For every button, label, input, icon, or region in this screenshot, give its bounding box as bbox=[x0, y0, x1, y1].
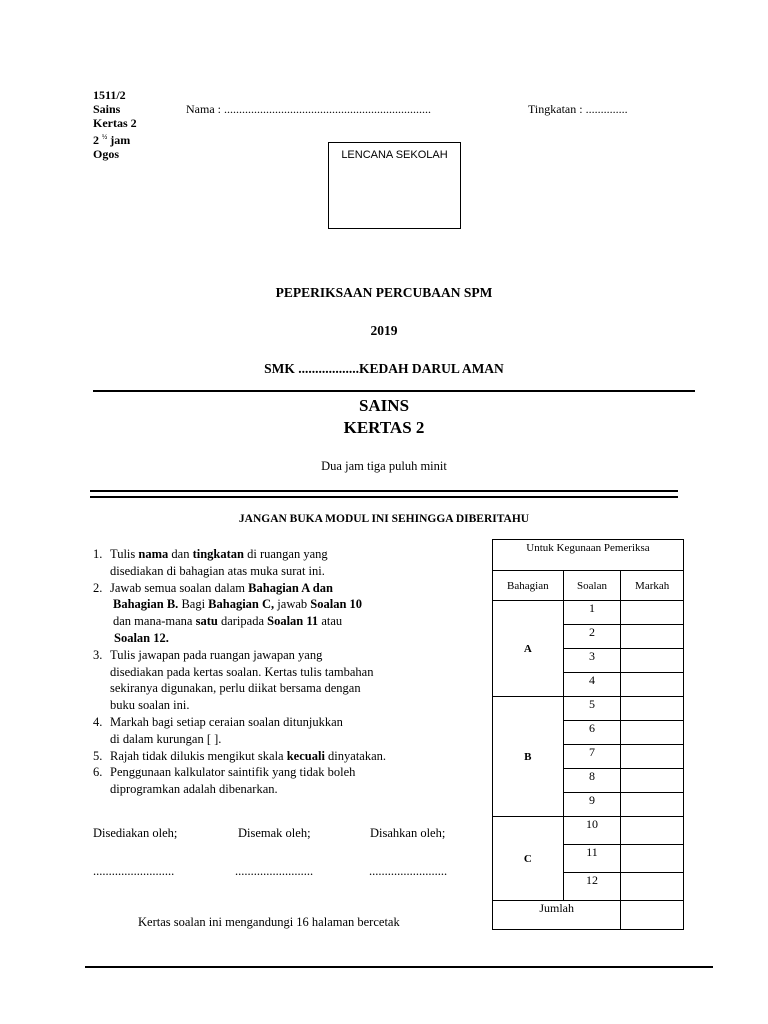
exam-title: PEPERIKSAAN PERCUBAAN SPM bbox=[275, 285, 493, 300]
question-cell: 7 bbox=[563, 745, 621, 769]
instruction-item: 2. Jawab semua soalan dalam Bahagian A dan bbox=[93, 580, 333, 595]
marks-cell[interactable] bbox=[621, 845, 684, 873]
marks-cell[interactable] bbox=[621, 793, 684, 817]
subject-name: Sains bbox=[93, 102, 121, 116]
col-header-marks: Markah bbox=[621, 571, 684, 601]
paper-duration: 2 $^{\frac{1}{2}}$ jam bbox=[93, 133, 131, 147]
total-marks-cell[interactable] bbox=[621, 901, 684, 930]
paper-title: KERTAS 2 bbox=[343, 418, 425, 437]
paper-metadata bbox=[93, 88, 137, 161]
marks-cell[interactable] bbox=[621, 817, 684, 845]
marks-cell[interactable] bbox=[621, 625, 684, 649]
exam-month: Ogos bbox=[93, 147, 120, 161]
question-cell: 2 bbox=[563, 625, 621, 649]
marks-cell[interactable] bbox=[621, 697, 684, 721]
col-header-section: Bahagian bbox=[493, 571, 564, 601]
double-divider bbox=[90, 490, 678, 498]
question-cell: 10 bbox=[563, 817, 621, 845]
question-cell: 9 bbox=[563, 793, 621, 817]
marks-cell[interactable] bbox=[621, 721, 684, 745]
instruction-item: 3. Tulis jawapan pada ruangan jawapan yang bbox=[93, 647, 323, 662]
duration-text: Dua jam tiga puluh minit bbox=[321, 459, 447, 473]
question-cell: 3 bbox=[563, 649, 621, 673]
instruction-item: 1. Tulis nama dan tingkatan di ruangan yang bbox=[93, 547, 328, 561]
instruction-item: 5. Rajah tidak dilukis mengikut skala kecuali dinyatakan. bbox=[93, 748, 387, 763]
prepared-by-signature-line[interactable]: .......................... bbox=[93, 864, 175, 878]
page-count-note: Kertas soalan ini mengandungi 16 halaman bercetak bbox=[138, 915, 400, 929]
bottom-divider bbox=[85, 966, 713, 968]
approved-by-label: Disahkan oleh; bbox=[370, 826, 446, 840]
marks-cell[interactable] bbox=[621, 601, 684, 625]
question-cell: 11 bbox=[563, 845, 621, 873]
question-cell: 5 bbox=[563, 697, 621, 721]
examiner-marks-table bbox=[492, 539, 684, 930]
paper-number: Kertas 2 bbox=[93, 116, 137, 130]
school-badge-box bbox=[328, 142, 461, 229]
subject-title: SAINS bbox=[358, 396, 410, 415]
paper-code: 1511/2 bbox=[93, 88, 126, 102]
subject-heading bbox=[0, 395, 768, 439]
marks-cell[interactable] bbox=[621, 673, 684, 697]
school-name: SMK ..................KEDAH DARUL AMAN bbox=[264, 361, 504, 376]
marks-cell[interactable] bbox=[621, 769, 684, 793]
form-field[interactable]: Tingkatan : .............. bbox=[528, 102, 628, 116]
instruction-item: 4. Markah bagi setiap ceraian soalan ditunjukkan bbox=[93, 714, 343, 729]
prepared-by-label: Disediakan oleh; bbox=[93, 826, 178, 840]
total-label: Jumlah bbox=[493, 901, 621, 930]
col-header-question: Soalan bbox=[563, 571, 621, 601]
section-cell-b: B bbox=[493, 697, 564, 817]
question-cell: 4 bbox=[563, 673, 621, 697]
exam-year: 2019 bbox=[370, 323, 398, 338]
school-badge-label: LENCANA SEKOLAH bbox=[341, 149, 448, 161]
question-cell: 12 bbox=[563, 873, 621, 901]
marks-cell[interactable] bbox=[621, 873, 684, 901]
question-cell: 1 bbox=[563, 601, 621, 625]
marks-cell[interactable] bbox=[621, 745, 684, 769]
warning-notice: JANGAN BUKA MODUL INI SEHINGGA DIBERITAHU bbox=[238, 513, 530, 525]
name-field[interactable]: Nama : ..................................................................... bbox=[186, 102, 431, 116]
approved-by-signature-line[interactable]: ......................... bbox=[369, 864, 448, 878]
section-cell-c: C bbox=[493, 817, 564, 901]
marks-cell[interactable] bbox=[621, 649, 684, 673]
question-cell: 8 bbox=[563, 769, 621, 793]
section-cell-a: A bbox=[493, 601, 564, 697]
instruction-item: 6. Penggunaan kalkulator saintifik yang tidak boleh bbox=[93, 765, 356, 780]
question-cell: 6 bbox=[563, 721, 621, 745]
divider bbox=[93, 390, 695, 392]
checked-by-signature-line[interactable]: ......................... bbox=[235, 864, 314, 878]
instructions-list: 1. Tulis nama dan tingkatan di ruangan yang disediakan di bahagian atas muka surat ini. 2. Jawab semua soalan dalam Bahagian A dan Bahagian B. Bagi Bahagian C, jawab Soalan 10 dan mana-mana satu daripada Soalan 11 atau Soalan 12. 3. Tulis jawapan pada ruangan jawapan yang disediakan pada kertas soalan. Kertas tulis tambahan sekiranya digunakan, perlu diikat bersama dengan buku soalan ini. 4. Markah bagi setiap ceraian soalan ditunjukkan di dalam kurungan [ ]. 5. Rajah tidak dilukis mengikut skala kecuali dinyatakan. 6. Penggunaan kalkulator saintifik yang tidak boleh diprogramkan adalah dibenarkan. bbox=[93, 546, 483, 798]
marks-table-title: Untuk Kegunaan Pemeriksa bbox=[493, 540, 684, 571]
checked-by-label: Disemak oleh; bbox=[238, 826, 311, 840]
